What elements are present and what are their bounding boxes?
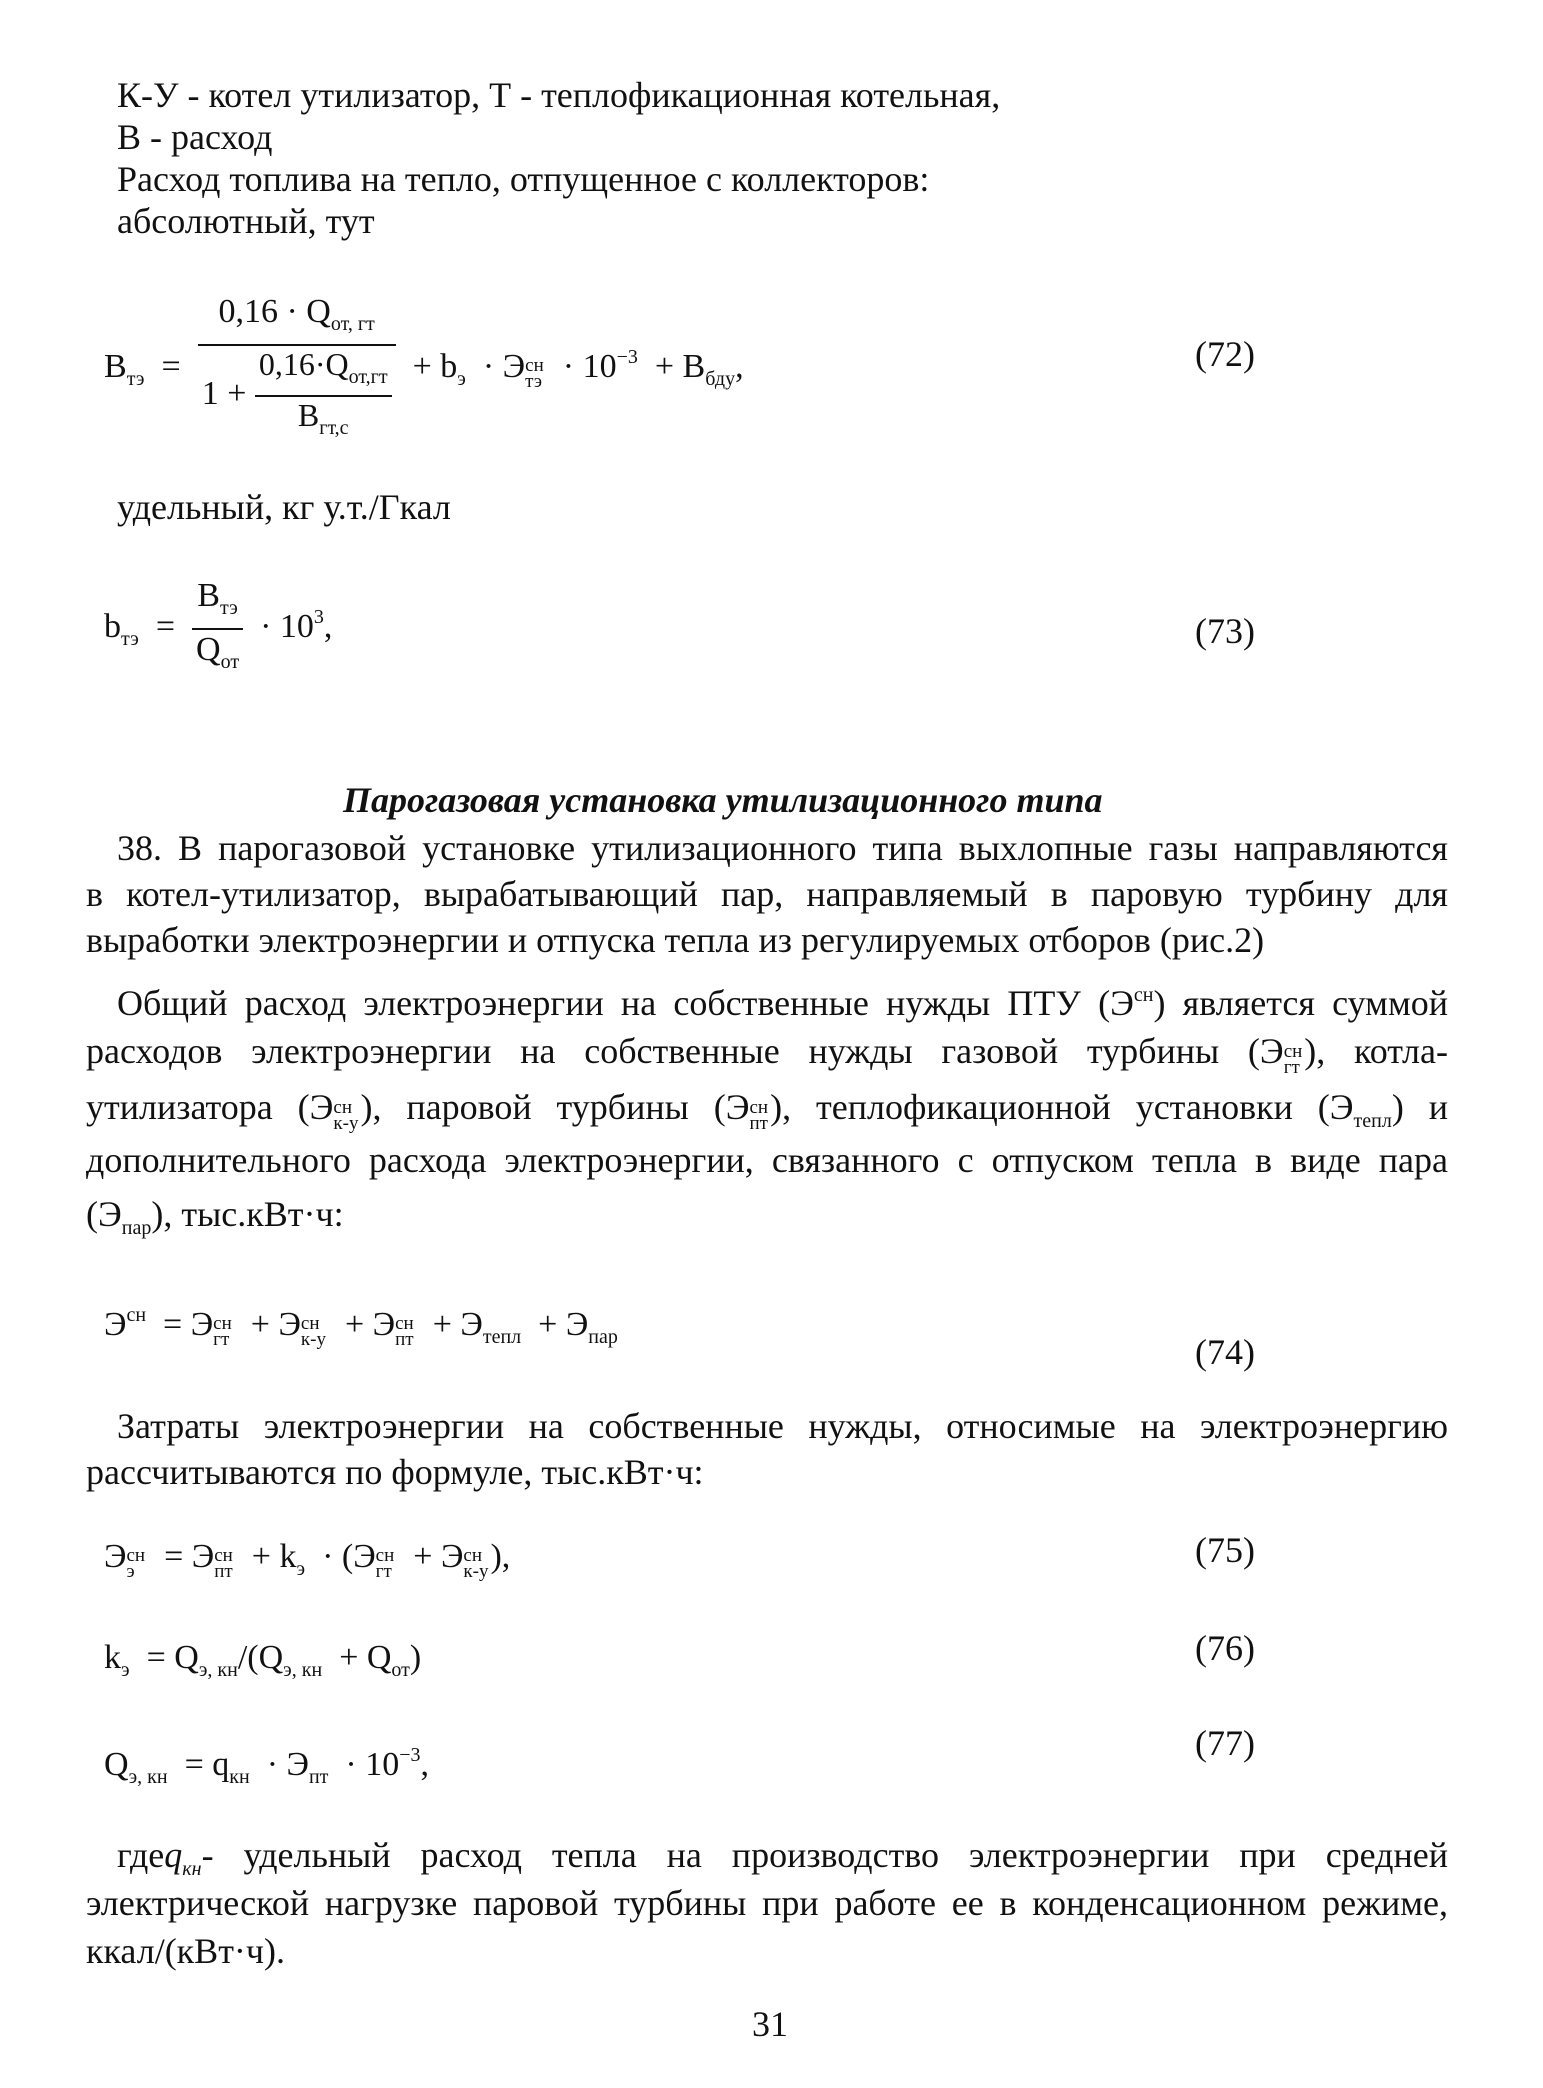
eq72-main-fraction <box>198 292 396 446</box>
para-costs-line-2: рассчитываются по формуле, тыс.кВт·ч: <box>86 1452 704 1492</box>
equation-number-72: (72) <box>1195 334 1255 374</box>
equation-75: Э сн э = Э сн пт + $k_э \cdot (Э$ сн гт + Э сн к-у ), <box>104 1538 511 1582</box>
eq72-inner-fraction: $\frac{0,16\cdot Q_{от,гт}}{B_{гт,с}}$ <box>255 346 392 446</box>
para-total-line-4: дополнительного расхода электроэнергии, связанного с отпуском тепла в виде пара <box>86 1140 1448 1180</box>
intro-line-2: В - расход <box>117 117 273 157</box>
eq72-denominator: 1 + $\frac{0,16\cdot Q_{от,гт}}{B_{гт,с}}$ <box>198 346 396 446</box>
intro-line-1: К-У - котел утилизатор, Т - теплофикационная котельная, <box>117 75 1001 115</box>
para-38-line-2: в котел-утилизатор, вырабатывающий пар, направляемый в паровую турбину для <box>86 874 1448 914</box>
equation-74: $Э^{сн} = Э$ сн гт + Э сн к-у + Э сн пт + $Э_{тепл} + Э_{пар}$ <box>104 1304 618 1350</box>
eq72-tail: + $b_э \cdot Э$ сн тэ · $10^{-3} + B_{бду}$, <box>412 345 744 392</box>
para-total-line-5: $(Э_{пар})$, тыс.кВт·ч: <box>86 1194 344 1239</box>
eq72-numerator: $0,16 \cdot Q_{от, гт}$ <box>218 293 375 335</box>
section-title: Парогазовая установка утилизационного типа <box>343 780 1103 820</box>
para-total-line-2: расходов электроэнергии на собственные нужды газовой турбины (Э сн гт ), котла- <box>86 1031 1448 1076</box>
eq72-lhs-sub: тэ <box>126 367 145 390</box>
para-costs-line-1: Затраты электроэнергии на собственные нужды, относимые на электроэнергию <box>117 1406 1448 1446</box>
equation-76: $k_э = Q_{э, кн}/(Q_{э, кн} + Q_{от})$ <box>104 1639 422 1681</box>
equation-77: $Q_{э, кн} = q_{кн} \cdot Э_{пт} \cdot 10^{-3}$, <box>104 1744 430 1788</box>
para-where-line-3: ккал/(кВт·ч). <box>86 1931 286 1971</box>
para-38-line-3: выработки электроэнергии и отпуска тепла из регулируемых отборов (рис.2) <box>86 920 1265 960</box>
equation-73: $b_{тэ}$ = $\frac{B_{тэ}}{Q_{от}}$ · $10^3$, <box>104 576 332 682</box>
para-where-line-1: гдеq$_{кн}$- удельный расход тепла на производство электроэнергии при средней <box>117 1835 1448 1880</box>
para-total-line-1: Общий расход электроэнергии на собственные нужды ПТУ $(Э^{сн})$ является суммой <box>117 983 1448 1023</box>
para-38-line-1: 38. В парогазовой установке утилизационного типа выхлопные газы направляются <box>117 828 1448 868</box>
equation-number-77: (77) <box>1195 1723 1255 1763</box>
eq72-lhs: B <box>104 347 127 385</box>
equation-number-73: (73) <box>1195 611 1255 651</box>
equation-number-75: (75) <box>1195 1530 1255 1570</box>
equation-72: $B_{тэ}$ = $0,16 \cdot Q_{от, гт}$ 1 + $\frac{0,16\cdot Q_{от,гт}}{B_{гт,с}}$ + $b_э \cdot Э$ сн тэ · $10^{-3} + B_{бду}$, <box>104 292 744 446</box>
intro-line-4: абсолютный, тут <box>117 201 375 241</box>
equation-number-74: (74) <box>1195 1332 1255 1372</box>
para-total-line-3: утилизатора (Э сн к-у ), паровой турбины (Э сн пт ), теплофикационной установки $(Э_{тепл})$ и <box>86 1087 1448 1134</box>
eq73-fraction: $\frac{B_{тэ}}{Q_{от}}$ <box>192 576 243 682</box>
intro-line-3: Расход топлива на тепло, отпущенное с коллекторов: <box>117 159 930 199</box>
specific-label: удельный, кг у.т./Гкал <box>117 487 451 527</box>
para-where-line-2: электрической нагрузке паровой турбины при работе ее в конденсационном режиме, <box>86 1883 1448 1923</box>
eq73-lhs: b <box>104 607 121 645</box>
equation-number-76: (76) <box>1195 1628 1255 1668</box>
page-number: 31 <box>752 2004 788 2044</box>
